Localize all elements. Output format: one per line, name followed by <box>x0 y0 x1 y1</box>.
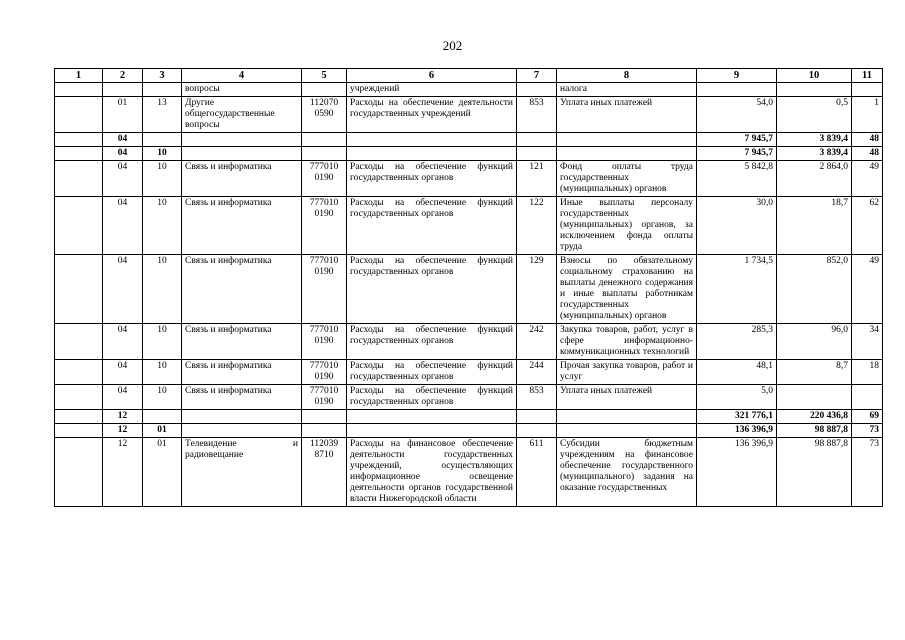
cell-fact: 8,7 <box>777 360 852 385</box>
cell-expense-code: 244 <box>517 360 557 385</box>
col-header: 10 <box>777 69 852 83</box>
cell-name <box>182 424 302 438</box>
cell-fact: 852,0 <box>777 255 852 324</box>
table-row <box>55 438 883 507</box>
cell-expense-name: Взносы по обязательному социальному страхованию на выплаты денежного содержания и иные выплаты работникам государственных (муниципальных) органов <box>557 255 697 324</box>
cell-plan: 7 945,7 <box>697 147 777 161</box>
cell-razdel: 04 <box>103 255 143 324</box>
cell-section <box>55 97 103 133</box>
col-header: 1 <box>55 69 103 83</box>
cell-section <box>55 197 103 255</box>
cell-target-name: Расходы на обеспечение деятельности государственных учреждений <box>347 97 517 133</box>
cell-percent: 49 <box>852 255 883 324</box>
subtotal-row <box>55 424 883 438</box>
cell-fact: 2 864,0 <box>777 161 852 197</box>
cell-expense-name <box>557 424 697 438</box>
cell-target-name: Расходы на обеспечение функций государственных органов <box>347 324 517 360</box>
cell-name: Связь и информатика <box>182 255 302 324</box>
cell-podrazdel: 10 <box>143 324 182 360</box>
cell-percent: 48 <box>852 147 883 161</box>
cell-percent: 49 <box>852 161 883 197</box>
col-header: 11 <box>852 69 883 83</box>
cell-expense-code: 122 <box>517 197 557 255</box>
cell-target-code <box>302 83 347 97</box>
cell-section <box>55 410 103 424</box>
cell-section <box>55 255 103 324</box>
cell-razdel: 04 <box>103 147 143 161</box>
cell-target-code: 777010 0190 <box>302 385 347 410</box>
cell-target-code: 777010 0190 <box>302 255 347 324</box>
cell-podrazdel: 10 <box>143 360 182 385</box>
cell-expense-name: Закупка товаров, работ, услуг в сфере информационно-коммуникационных технологий <box>557 324 697 360</box>
cell-podrazdel: 10 <box>143 161 182 197</box>
cell-podrazdel <box>143 83 182 97</box>
table-row <box>55 197 883 255</box>
cell-percent: 34 <box>852 324 883 360</box>
cell-fact: 98 887,8 <box>777 438 852 507</box>
cell-target-name: Расходы на обеспечение функций государственных органов <box>347 161 517 197</box>
cell-expense-code <box>517 424 557 438</box>
cell-fact: 98 887,8 <box>777 424 852 438</box>
cell-section <box>55 147 103 161</box>
cell-razdel: 04 <box>103 197 143 255</box>
cell-target-code <box>302 133 347 147</box>
cell-expense-name: Субсидии бюджетным учреждениям на финансовое обеспечение государственного (муниципального) задания на оказание государственных <box>557 438 697 507</box>
col-header: 4 <box>182 69 302 83</box>
cell-name <box>182 147 302 161</box>
cell-fact: 96,0 <box>777 324 852 360</box>
cell-target-code: 777010 0190 <box>302 161 347 197</box>
cell-plan: 7 945,7 <box>697 133 777 147</box>
subtotal-row <box>55 147 883 161</box>
cell-target-name: Расходы на обеспечение функций государственных органов <box>347 360 517 385</box>
col-header: 7 <box>517 69 557 83</box>
cell-section <box>55 133 103 147</box>
cell-expense-name: Прочая закупка товаров, работ и услуг <box>557 360 697 385</box>
cell-fact: 18,7 <box>777 197 852 255</box>
cell-section <box>55 424 103 438</box>
cell-fact: 3 839,4 <box>777 147 852 161</box>
cell-expense-name: Уплата иных платежей <box>557 385 697 410</box>
table-row <box>55 161 883 197</box>
cell-fact <box>777 83 852 97</box>
cell-section <box>55 385 103 410</box>
subtotal-row <box>55 410 883 424</box>
cell-expense-code: 242 <box>517 324 557 360</box>
cell-name: Связь и информатика <box>182 385 302 410</box>
col-header: 8 <box>557 69 697 83</box>
cell-razdel: 04 <box>103 133 143 147</box>
cell-expense-code <box>517 133 557 147</box>
cell-name <box>182 410 302 424</box>
cell-name <box>182 133 302 147</box>
cell-section <box>55 83 103 97</box>
cell-name: Связь и информатика <box>182 324 302 360</box>
cell-podrazdel: 10 <box>143 385 182 410</box>
budget-table <box>54 68 883 507</box>
cell-percent: 73 <box>852 424 883 438</box>
cell-razdel: 12 <box>103 424 143 438</box>
cell-target-code <box>302 147 347 161</box>
cell-expense-name <box>557 147 697 161</box>
cell-expense-code <box>517 410 557 424</box>
table-row <box>55 83 883 97</box>
table-row <box>55 385 883 410</box>
cell-target-name <box>347 410 517 424</box>
cell-fact: 3 839,4 <box>777 133 852 147</box>
cell-target-name: учреждений <box>347 83 517 97</box>
cell-target-code: 777010 0190 <box>302 324 347 360</box>
cell-target-name: Расходы на финансовое обеспечение деятельности государственных учреждений, осуществляющих информационное освещение деятельности органов государственной власти Нижегородской области <box>347 438 517 507</box>
cell-percent: 1 <box>852 97 883 133</box>
col-header: 6 <box>347 69 517 83</box>
cell-name: Связь и информатика <box>182 360 302 385</box>
cell-percent <box>852 385 883 410</box>
cell-section <box>55 161 103 197</box>
cell-podrazdel <box>143 410 182 424</box>
cell-plan: 48,1 <box>697 360 777 385</box>
cell-podrazdel: 10 <box>143 255 182 324</box>
cell-target-name <box>347 133 517 147</box>
cell-expense-name: Фонд оплаты труда государственных (муниципальных) органов <box>557 161 697 197</box>
cell-expense-code: 121 <box>517 161 557 197</box>
cell-section <box>55 438 103 507</box>
cell-expense-name <box>557 410 697 424</box>
cell-section <box>55 324 103 360</box>
cell-expense-name: Иные выплаты персоналу государственных (муниципальных) органов, за исключением фонда оплаты труда <box>557 197 697 255</box>
cell-plan <box>697 83 777 97</box>
col-header: 3 <box>143 69 182 83</box>
cell-expense-name: налога <box>557 83 697 97</box>
cell-name: Связь и информатика <box>182 197 302 255</box>
cell-target-name: Расходы на обеспечение функций государственных органов <box>347 197 517 255</box>
cell-percent: 73 <box>852 438 883 507</box>
cell-percent: 48 <box>852 133 883 147</box>
col-header: 5 <box>302 69 347 83</box>
cell-razdel: 12 <box>103 410 143 424</box>
cell-name: Телевидение и радиовещание <box>182 438 302 507</box>
cell-name: Связь и информатика <box>182 161 302 197</box>
cell-target-code <box>302 410 347 424</box>
cell-fact <box>777 385 852 410</box>
cell-plan: 136 396,9 <box>697 424 777 438</box>
cell-percent: 69 <box>852 410 883 424</box>
table-row <box>55 255 883 324</box>
cell-razdel: 04 <box>103 324 143 360</box>
cell-plan: 30,0 <box>697 197 777 255</box>
cell-expense-code <box>517 83 557 97</box>
col-header: 9 <box>697 69 777 83</box>
cell-target-code: 777010 0190 <box>302 360 347 385</box>
cell-razdel: 04 <box>103 161 143 197</box>
subtotal-row <box>55 133 883 147</box>
cell-name: Другие общегосударственные вопросы <box>182 97 302 133</box>
cell-fact: 220 436,8 <box>777 410 852 424</box>
cell-expense-code: 853 <box>517 97 557 133</box>
cell-name: вопросы <box>182 83 302 97</box>
col-header: 2 <box>103 69 143 83</box>
cell-target-code: 112070 0590 <box>302 97 347 133</box>
cell-razdel: 04 <box>103 385 143 410</box>
cell-podrazdel: 10 <box>143 197 182 255</box>
cell-razdel <box>103 83 143 97</box>
table-row <box>55 324 883 360</box>
cell-expense-code: 853 <box>517 385 557 410</box>
cell-plan: 1 734,5 <box>697 255 777 324</box>
table-row <box>55 360 883 385</box>
cell-percent: 18 <box>852 360 883 385</box>
cell-expense-code: 129 <box>517 255 557 324</box>
cell-target-name: Расходы на обеспечение функций государственных органов <box>347 385 517 410</box>
cell-target-name <box>347 147 517 161</box>
cell-plan: 285,3 <box>697 324 777 360</box>
cell-podrazdel: 01 <box>143 438 182 507</box>
cell-razdel: 12 <box>103 438 143 507</box>
cell-target-code <box>302 424 347 438</box>
cell-percent <box>852 83 883 97</box>
cell-plan: 54,0 <box>697 97 777 133</box>
cell-expense-code <box>517 147 557 161</box>
cell-plan: 321 776,1 <box>697 410 777 424</box>
cell-podrazdel: 13 <box>143 97 182 133</box>
cell-target-code: 112039 8710 <box>302 438 347 507</box>
cell-expense-code: 611 <box>517 438 557 507</box>
cell-percent: 62 <box>852 197 883 255</box>
cell-plan: 5 842,8 <box>697 161 777 197</box>
cell-podrazdel: 01 <box>143 424 182 438</box>
cell-target-code: 777010 0190 <box>302 197 347 255</box>
cell-target-name <box>347 424 517 438</box>
cell-target-name: Расходы на обеспечение функций государственных органов <box>347 255 517 324</box>
cell-podrazdel <box>143 133 182 147</box>
cell-razdel: 04 <box>103 360 143 385</box>
cell-plan: 136 396,9 <box>697 438 777 507</box>
cell-fact: 0,5 <box>777 97 852 133</box>
cell-plan: 5,0 <box>697 385 777 410</box>
header-row <box>55 69 883 83</box>
cell-expense-name: Уплата иных платежей <box>557 97 697 133</box>
cell-expense-name <box>557 133 697 147</box>
cell-razdel: 01 <box>103 97 143 133</box>
cell-section <box>55 360 103 385</box>
table-row <box>55 97 883 133</box>
page-number: 202 <box>442 38 463 53</box>
cell-podrazdel: 10 <box>143 147 182 161</box>
